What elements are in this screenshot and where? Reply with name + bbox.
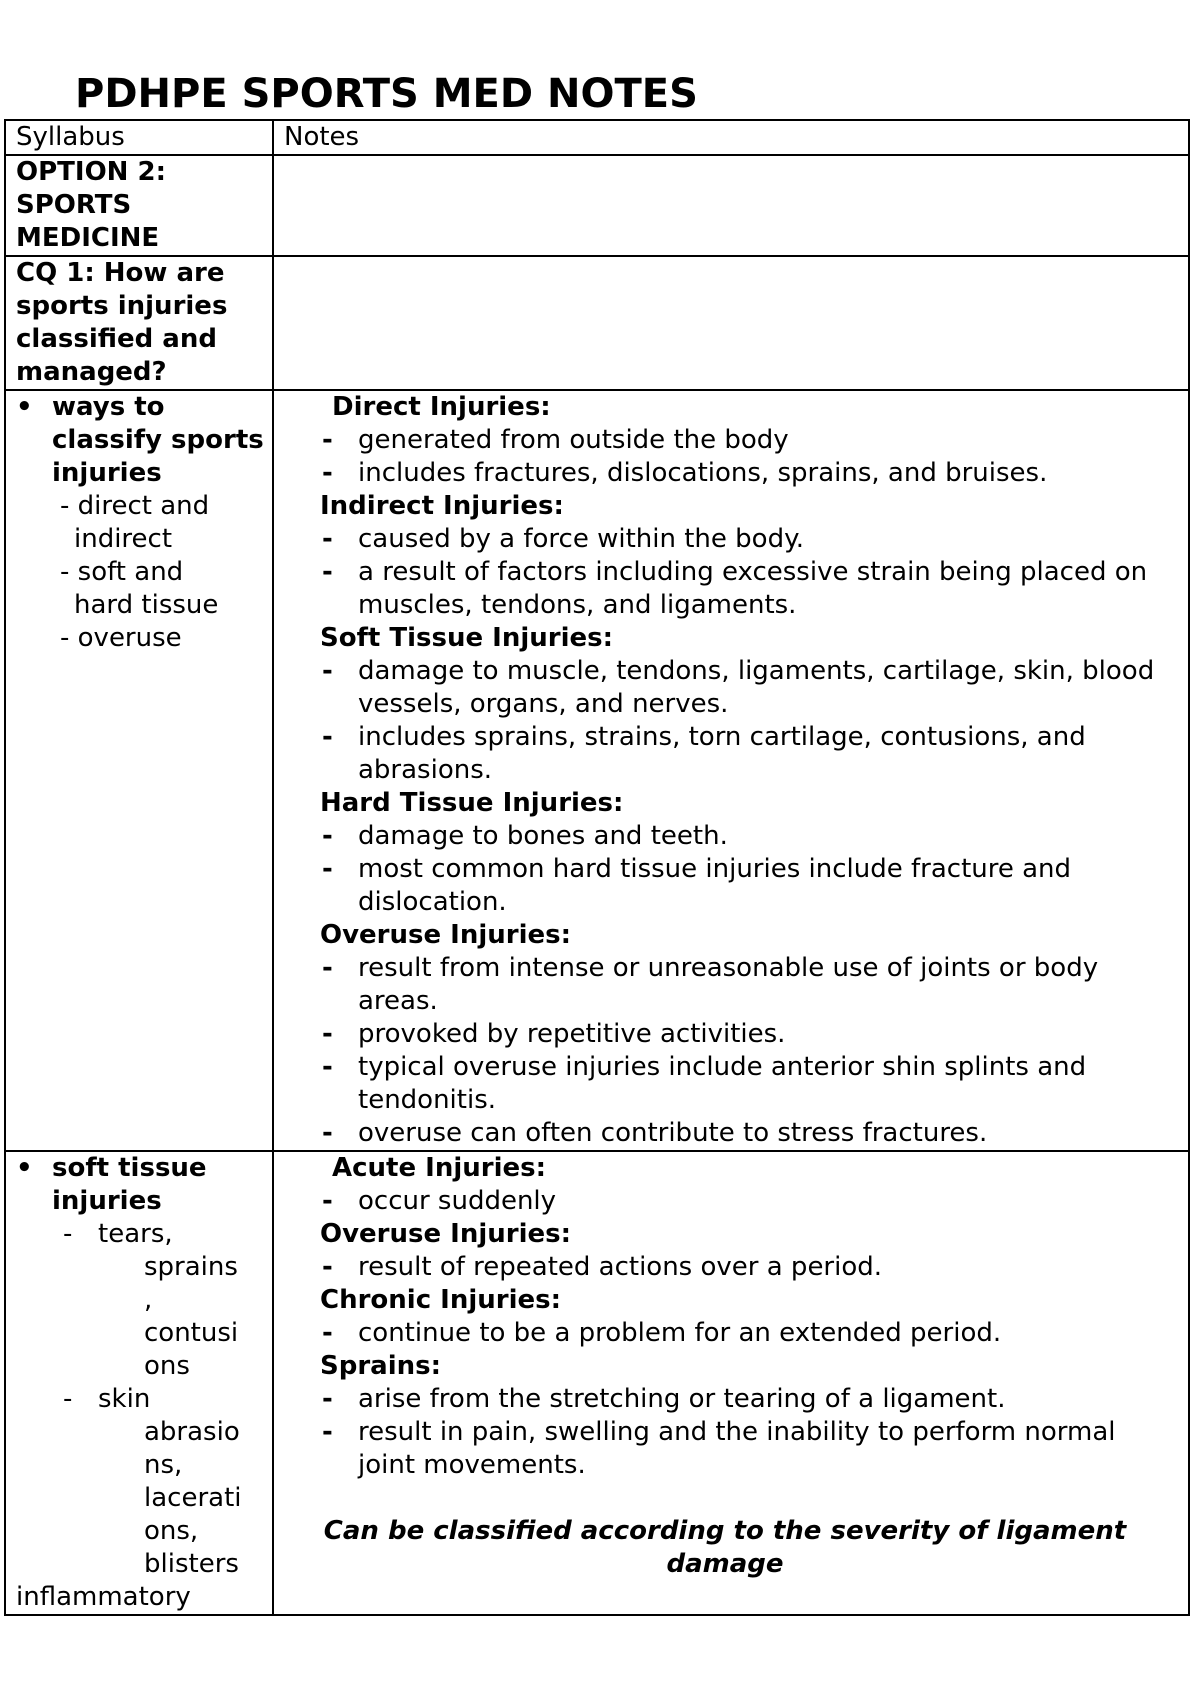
- list-item-text: most common hard tissue injuries include fracture and dislocation.: [358, 854, 1072, 917]
- dash-icon: -: [322, 425, 333, 455]
- table-row-option: [5, 155, 1189, 256]
- syllabus-bullet: • soft tissue injuries: [16, 1153, 207, 1216]
- dash-icon: -: [322, 1186, 333, 1216]
- option-cell: OPTION 2: SPORTS MEDICINE: [5, 155, 273, 256]
- list-item: indirect: [74, 524, 173, 554]
- notes-heading: Acute Injuries:: [332, 1153, 547, 1183]
- dash-icon: -: [322, 722, 333, 752]
- emphasis-note: Can be classified according to the severity of ligament damage: [323, 1516, 1127, 1579]
- notes-cell-classify: [273, 390, 1189, 1151]
- syllabus-cell-classify: [5, 390, 273, 1151]
- cq-cell: CQ 1: How are sports injuries classified and managed?: [5, 256, 273, 390]
- header-notes: Notes: [273, 120, 1189, 155]
- sub-item-text: abrasio ns, lacerati ons, blisters: [144, 1417, 242, 1579]
- dash-icon: -: [322, 1384, 333, 1414]
- syllabus-tail: inflammatory: [16, 1582, 191, 1612]
- list-item-text: includes fractures, dislocations, sprains, and bruises.: [358, 458, 1048, 488]
- dash-icon: -: [322, 953, 333, 983]
- table-row-cq: [5, 256, 1189, 390]
- list-item: [322, 1383, 1172, 1416]
- dash-icon: -: [322, 1252, 333, 1282]
- list-item: [322, 952, 1172, 1018]
- dash-icon: -: [322, 557, 333, 587]
- notes-heading: Hard Tissue Injuries:: [320, 788, 624, 818]
- dash-icon: -: [322, 1052, 333, 1082]
- notes-block: [274, 391, 1188, 1150]
- list-item-text: damage to muscle, tendons, ligaments, cartilage, skin, blood vessels, organs, and nerves.: [358, 656, 1155, 719]
- dash-icon: -: [322, 458, 333, 488]
- list-item: [322, 523, 1172, 556]
- dash-icon: -: [322, 656, 333, 686]
- list-item: [322, 457, 1172, 490]
- list-item: [322, 1185, 1172, 1218]
- cq-notes-cell: [273, 256, 1189, 390]
- list-item-text: includes sprains, strains, torn cartilage, contusions, and abrasions.: [358, 722, 1086, 785]
- list-item: [322, 556, 1172, 622]
- dash-icon: -: [63, 1219, 73, 1249]
- notes-cell-soft-tissue: [273, 1151, 1189, 1615]
- notes-heading: Direct Injuries:: [332, 392, 551, 422]
- list-item: [322, 1018, 1172, 1051]
- list-item-text: typical overuse injuries include anterior shin splints and tendonitis.: [358, 1052, 1087, 1115]
- bullet-icon: •: [16, 1153, 33, 1183]
- dash-icon: -: [322, 1019, 333, 1049]
- notes-heading: Soft Tissue Injuries:: [320, 623, 614, 653]
- list-item-text: generated from outside the body: [358, 425, 789, 455]
- list-item-text: damage to bones and teeth.: [358, 821, 728, 851]
- notes-heading: Overuse Injuries:: [320, 1219, 572, 1249]
- list-item: [322, 1416, 1172, 1482]
- bullet-icon: •: [16, 392, 33, 422]
- notes-block: [274, 1152, 1188, 1482]
- list-item: - direct and: [60, 491, 210, 521]
- table-row-soft-tissue: [5, 1151, 1189, 1615]
- option-notes-cell: [273, 155, 1189, 256]
- list-item-text: occur suddenly: [358, 1186, 557, 1216]
- dash-icon: -: [322, 1417, 333, 1447]
- notes-heading: Overuse Injuries:: [320, 920, 572, 950]
- list-item: [322, 1051, 1172, 1117]
- list-item: - skin abrasio ns, lacerati ons, blisters: [6, 1383, 272, 1581]
- list-item: [322, 820, 1172, 853]
- notes-heading: Indirect Injuries:: [320, 491, 564, 521]
- list-item: - soft and: [60, 557, 184, 587]
- syllabus-cell-soft-tissue: [5, 1151, 273, 1615]
- syllabus-sub-list: [6, 490, 272, 655]
- dash-icon: -: [322, 524, 333, 554]
- list-item: [322, 1251, 1172, 1284]
- table-row-classify: [5, 390, 1189, 1151]
- list-item: [322, 424, 1172, 457]
- list-item-text: continue to be a problem for an extended period.: [358, 1318, 1002, 1348]
- syllabus-bullet: • ways to classify sports injuries: [16, 392, 264, 488]
- list-item-text: provoked by repetitive activities.: [358, 1019, 786, 1049]
- list-item: [322, 1317, 1172, 1350]
- dash-icon: -: [322, 821, 333, 851]
- list-item-text: a result of factors including excessive strain being placed on muscles, tendons, and ligaments.: [358, 557, 1148, 620]
- notes-table: [4, 119, 1190, 1616]
- table-header-row: [5, 120, 1189, 155]
- dash-icon: -: [322, 854, 333, 884]
- notes-heading: Chronic Injuries:: [320, 1285, 562, 1315]
- list-item: - tears, sprains , contusi ons: [6, 1218, 272, 1383]
- dash-icon: -: [322, 1318, 333, 1348]
- list-item-text: result in pain, swelling and the inability to perform normal joint movements.: [358, 1417, 1116, 1480]
- list-item-text: overuse can often contribute to stress fractures.: [358, 1118, 988, 1148]
- list-item-text: arise from the stretching or tearing of a ligament.: [358, 1384, 1006, 1414]
- list-item: [322, 1117, 1172, 1150]
- list-item: [322, 655, 1172, 721]
- list-item-text: caused by a force within the body.: [358, 524, 805, 554]
- dash-icon: -: [322, 1118, 333, 1148]
- notes-heading: Sprains:: [320, 1351, 441, 1381]
- page-title: PDHPE SPORTS MED NOTES: [75, 71, 698, 117]
- header-syllabus: Syllabus: [5, 120, 273, 155]
- list-item-text: result from intense or unreasonable use of joints or body areas.: [358, 953, 1099, 1016]
- dash-icon: -: [63, 1384, 73, 1414]
- list-item: [322, 721, 1172, 787]
- list-item: - overuse: [60, 623, 182, 653]
- list-item: hard tissue: [74, 590, 219, 620]
- sub-item-text: sprains , contusi ons: [144, 1252, 239, 1381]
- list-item: [322, 853, 1172, 919]
- list-item-text: result of repeated actions over a period.: [358, 1252, 883, 1282]
